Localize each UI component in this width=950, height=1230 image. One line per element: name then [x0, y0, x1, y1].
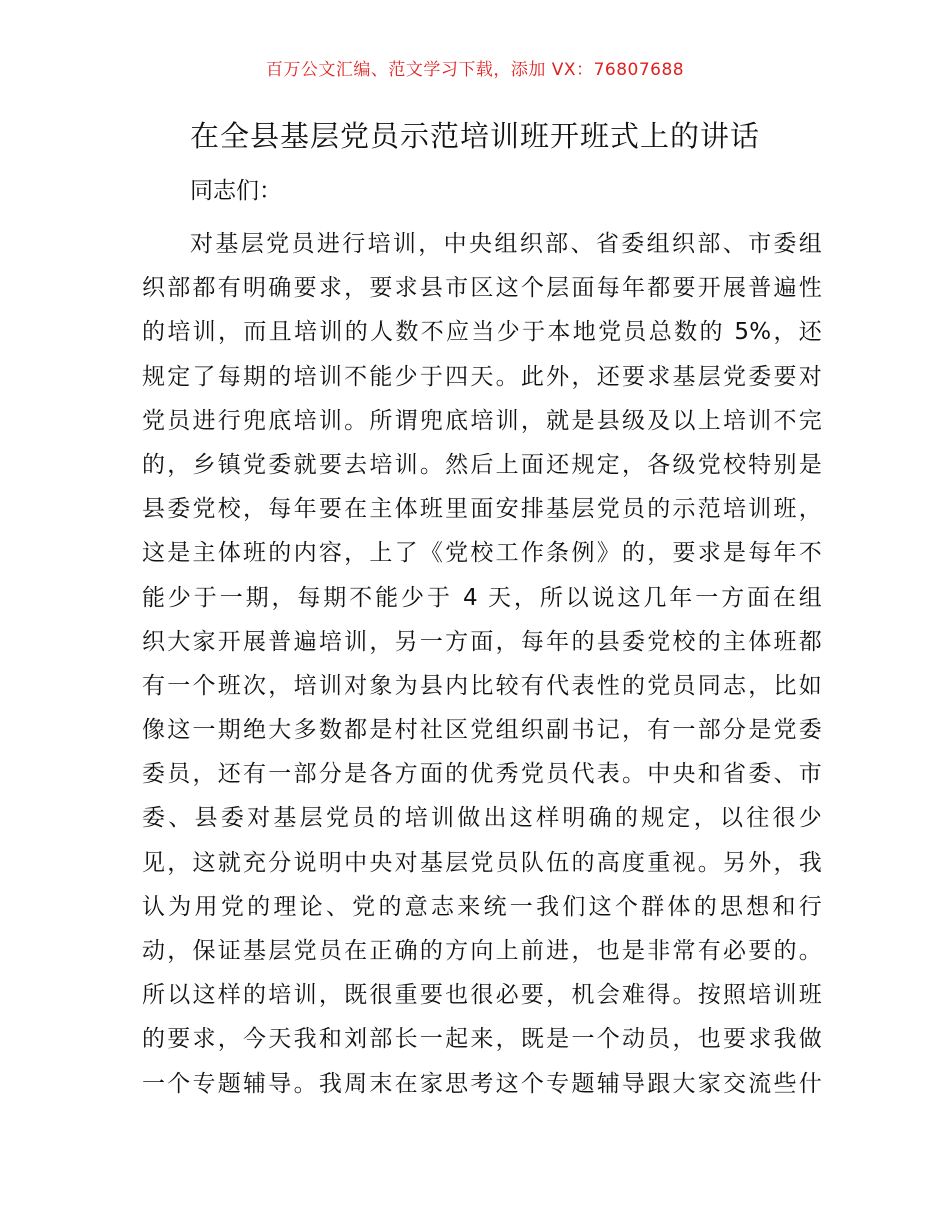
text-line: 能少于一期，每期不能少于 4 天，所以说这几年一方面在组 [142, 584, 822, 611]
text-line: 一个专题辅导。我周末在家思考这个专题辅导跟大家交流些什 [142, 1070, 822, 1097]
text-line: 委员，还有一部分是各方面的优秀党员代表。中央和省委、市 [142, 761, 822, 788]
text-line: 所以这样的培训，既很重要也很必要，机会难得。按照培训班 [142, 982, 822, 1009]
body-text [142, 225, 822, 1109]
text-line: 动，保证基层党员在正确的方向上前进，也是非常有必要的。 [142, 938, 822, 964]
text-line: 县委党校，每年要在主体班里面安排基层党员的示范培训班， [142, 496, 822, 523]
salutation: 同志们： [190, 178, 282, 204]
text-line: 像这一期绝大多数都是村社区党组织副书记，有一部分是党委 [142, 717, 822, 744]
text-line: 规定了每期的培训不能少于四天。此外，还要求基层党委要对 [142, 363, 822, 390]
text-line: 对基层党员进行培训，中央组织部、省委组织部、市委组 [190, 231, 822, 257]
text-line: 的培训，而且培训的人数不应当少于本地党员总数的 5%，还 [142, 319, 822, 346]
text-line: 的，乡镇党委就要去培训。然后上面还规定，各级党校特别是 [142, 451, 822, 478]
text-line: 党员进行兜底培训。所谓兜底培训，就是县级及以上培训不完 [142, 407, 822, 434]
text-line: 织部都有明确要求，要求县市区这个层面每年都要开展普遍性 [142, 275, 822, 302]
text-line: 织大家开展普遍培训，另一方面，每年的县委党校的主体班都 [142, 628, 822, 655]
text-line: 这是主体班的内容，上了《党校工作条例》的，要求是每年不 [142, 540, 822, 567]
text-line: 见，这就充分说明中央对基层党员队伍的高度重视。另外，我 [142, 849, 822, 876]
text-line: 的要求，今天我和刘部长一起来，既是一个动员，也要求我做 [142, 1026, 822, 1053]
header-note: 百万公文汇编、范文学习下载，添加 VX：76807688 [265, 60, 685, 80]
text-line: 认为用党的理论、党的意志来统一我们这个群体的思想和行 [142, 893, 822, 920]
text-line: 委、县委对基层党员的培训做出这样明确的规定，以往很少 [142, 805, 822, 832]
document-title: 在全县基层党员示范培训班开班式上的讲话 [189, 119, 760, 153]
text-line: 有一个班次，培训对象为县内比较有代表性的党员同志，比如 [142, 672, 822, 699]
